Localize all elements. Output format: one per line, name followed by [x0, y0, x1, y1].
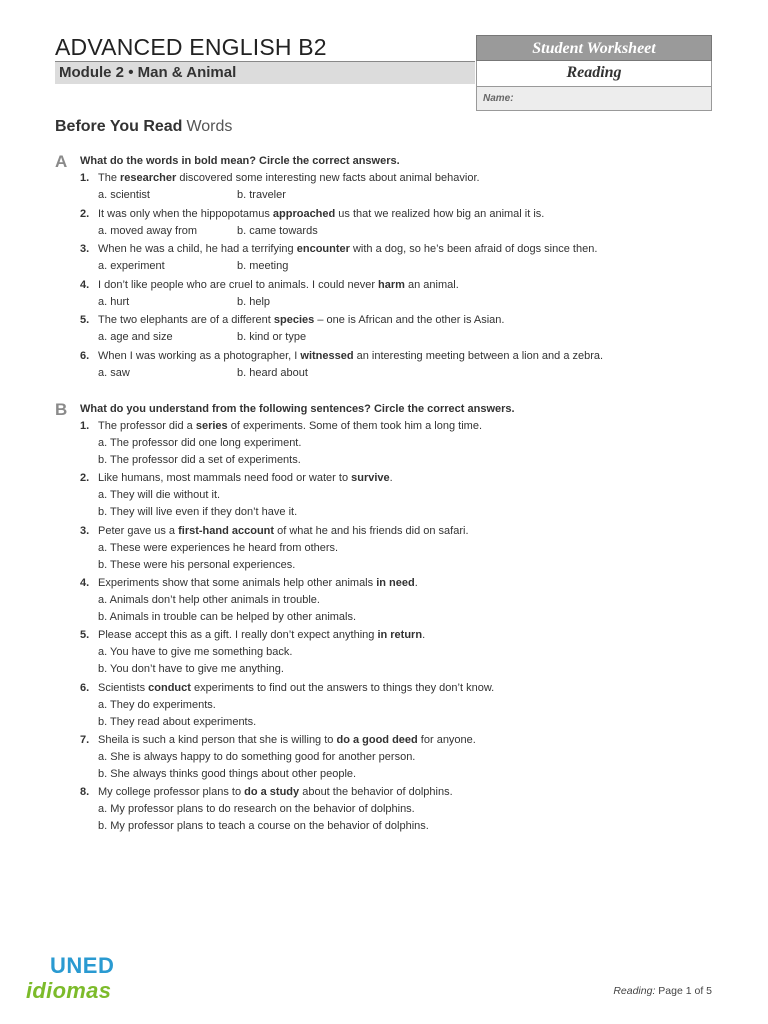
part-b-question-text-pre: Peter gave us a — [98, 524, 179, 537]
part-a-option-a: a. moved away from — [98, 224, 198, 237]
part-b-question-number: 4. — [80, 576, 90, 589]
part-a-option-a: a. hurt — [98, 295, 130, 308]
module-label — [59, 64, 236, 81]
student-worksheet-badge: Student Worksheet — [476, 35, 712, 61]
part-b-question-text-post: of what he and his friends did on safari. — [274, 524, 469, 537]
part-a-question — [80, 208, 544, 220]
uned-logo-bottom: idiomas — [26, 978, 112, 1003]
part-b-option-a: a. They do experiments. — [98, 698, 216, 711]
part-b-question — [80, 786, 453, 798]
part-b-bold-term: do a study — [244, 786, 300, 799]
part-b-question — [80, 577, 418, 589]
page-indicator — [613, 985, 712, 997]
part-b-bold-term: in need — [376, 576, 415, 589]
part-b-bold-term: in return — [377, 629, 423, 642]
part-a-question-text-post: discovered some interesting new facts about animal behavior. — [176, 172, 480, 184]
part-b-option-a: a. She is always happy to do something good for another person. — [98, 750, 416, 763]
part-b-question — [80, 420, 482, 432]
part-a-option-a: a. experiment — [98, 260, 165, 272]
part-b-question-number: 7. — [80, 733, 90, 746]
part-b-question-number: 6. — [80, 681, 90, 694]
part-a-question — [80, 314, 504, 326]
part-a-question-number: 2. — [80, 207, 90, 220]
part-a-option-a: a. saw — [98, 366, 130, 379]
name-label: Name: — [483, 93, 514, 104]
part-b-bold-term: do a good deed — [336, 733, 418, 746]
page-label: Reading: — [613, 985, 656, 997]
part-a-option-b: b. meeting — [237, 260, 289, 272]
part-b-question — [80, 525, 469, 537]
part-a-question-text-post: with a dog, so he’s been afraid of dogs since then. — [349, 243, 598, 255]
part-a-letter: A — [55, 152, 68, 171]
part-a-question-text-pre: When I was working as a photographer, I — [98, 349, 301, 362]
section-title — [55, 118, 232, 136]
section-subheading: Words — [186, 118, 233, 135]
part-a-question-text-post: us that we realized how big an animal it is. — [335, 207, 545, 220]
part-a-question-text-post: an animal. — [404, 278, 459, 291]
part-a-question-text-pre: The — [98, 172, 121, 184]
part-b-question-number: 3. — [80, 524, 90, 537]
part-b-question — [80, 682, 494, 694]
module-topic: Man & Animal — [137, 64, 237, 81]
part-a-question-number: 4. — [80, 278, 90, 291]
part-a-option-b: b. heard about — [237, 366, 308, 379]
part-a-option-b: b. traveler — [237, 189, 286, 201]
part-a-question — [80, 279, 459, 291]
module-bullet: • — [128, 64, 134, 81]
part-b-option-a: a. You have to give me something back. — [98, 646, 293, 659]
part-b-question-text-post: of experiments. Some of them took him a long time. — [227, 420, 482, 432]
part-b-question-number: 2. — [80, 472, 90, 485]
part-b-option-b: b. They read about experiments. — [98, 715, 257, 728]
part-a-option-a: a. age and size — [98, 331, 173, 343]
uned-logo-top: UNED — [50, 953, 115, 978]
part-b-option-b: b. They will live even if they don’t have it. — [98, 506, 298, 519]
part-b-question — [80, 472, 393, 484]
part-b-question-number: 1. — [80, 420, 90, 432]
part-b-option-b: b. These were his personal experiences. — [98, 558, 296, 571]
part-a-bold-term: researcher — [120, 172, 177, 184]
part-b-question-text-pre: Sheila is such a kind person that she is willing to — [98, 733, 337, 746]
part-b-question-text-pre: My college professor plans to — [98, 786, 245, 799]
part-b-option-a: a. They will die without it. — [98, 489, 221, 502]
part-b-bold-term: first-hand account — [178, 524, 275, 537]
part-b-option-a: a. The professor did one long experiment. — [98, 437, 302, 449]
part-a-option-b: b. came towards — [237, 224, 318, 237]
reading-label: Reading — [476, 61, 712, 86]
part-a-question-text-pre: When he was a child, he had a terrifying — [98, 243, 297, 255]
part-b-question-number: 8. — [80, 786, 90, 799]
part-a-question — [80, 243, 597, 255]
part-a-question-text-pre: The two elephants are of a different — [98, 314, 274, 326]
part-a-option-b: b. kind or type — [237, 331, 307, 343]
part-b-option-b: b. My professor plans to teach a course on the behavior of dolphins. — [98, 820, 429, 833]
part-b-question-number: 5. — [80, 629, 90, 642]
part-a-question — [80, 172, 480, 184]
part-a-option-a: a. scientist — [98, 189, 150, 201]
part-b-option-a: a. Animals don’t help other animals in trouble. — [98, 593, 320, 606]
part-a-bold-term: encounter — [296, 243, 350, 255]
part-a-question-text-post: – one is African and the other is Asian. — [314, 314, 505, 326]
title-rest: ENGLISH B2 — [189, 34, 327, 60]
page-number: Page 1 of 5 — [658, 985, 712, 997]
part-a-option-b: b. help — [237, 295, 271, 308]
part-b-question-text-post: about the behavior of dolphins. — [299, 786, 453, 799]
part-b-option-b: b. She always thinks good things about other people. — [98, 767, 357, 780]
part-a-question — [80, 350, 603, 362]
part-b-question-text-pre: Scientists — [98, 681, 149, 694]
part-b-question — [80, 734, 476, 746]
part-a-question-number: 1. — [80, 172, 90, 184]
worksheet-title — [55, 34, 327, 61]
part-b-question-text-pre: The professor did a — [98, 420, 196, 432]
part-a-question-number: 3. — [80, 243, 90, 255]
part-b-letter: B — [55, 400, 68, 419]
part-a-bold-term: witnessed — [300, 349, 354, 362]
part-a-bold-term: harm — [378, 278, 405, 291]
part-b-question-text-post: for anyone. — [417, 733, 476, 746]
section-heading: Before You Read — [55, 118, 183, 135]
title-strong: ADVANCED — [55, 34, 183, 60]
module-number: Module 2 — [59, 64, 125, 81]
part-a-question-text-pre: It was only when the hippopotamus — [98, 207, 273, 220]
part-b-question-text-pre: Like humans, most mammals need food or water to — [98, 472, 352, 485]
part-a-question-number: 6. — [80, 349, 90, 362]
part-b-question-text-pre: Please accept this as a gift. I really don’t expect anything — [98, 629, 378, 642]
part-b-option-b: b. You don’t have to give me anything. — [98, 663, 284, 676]
part-a-question-number: 5. — [80, 314, 90, 326]
part-b-question — [80, 629, 425, 641]
part-a-bold-term: species — [273, 314, 315, 326]
part-a-question-text-pre: I don’t like people who are cruel to animals. I could never — [98, 278, 379, 291]
part-b-instruction: What do you understand from the following sentences? Circle the correct answers. — [80, 403, 515, 415]
part-a-instruction: What do the words in bold mean? Circle the correct answers. — [80, 155, 400, 167]
part-b-question-text-post: . — [389, 472, 393, 485]
part-a-question-text-post: an interesting meeting between a lion and a zebra. — [353, 349, 604, 362]
part-b-option-a: a. My professor plans to do research on the behavior of dolphins. — [98, 803, 415, 816]
part-b-bold-term: series — [195, 420, 228, 432]
part-b-question-text-post: . — [414, 576, 418, 589]
part-b-option-b: b. The professor did a set of experiments. — [98, 454, 301, 466]
part-b-bold-term: survive — [351, 472, 390, 485]
part-b-question-text-pre: Experiments show that some animals help other animals — [98, 576, 377, 589]
part-b-question-text-post: experiments to find out the answers to things they don’t know. — [190, 681, 495, 694]
part-b-bold-term: conduct — [148, 681, 191, 694]
part-a-bold-term: approached — [272, 207, 336, 220]
part-b-option-a: a. These were experiences he heard from others. — [98, 541, 339, 554]
part-b-option-b: b. Animals in trouble can be helped by other animals. — [98, 610, 357, 623]
part-b-question-text-post: . — [422, 629, 426, 642]
